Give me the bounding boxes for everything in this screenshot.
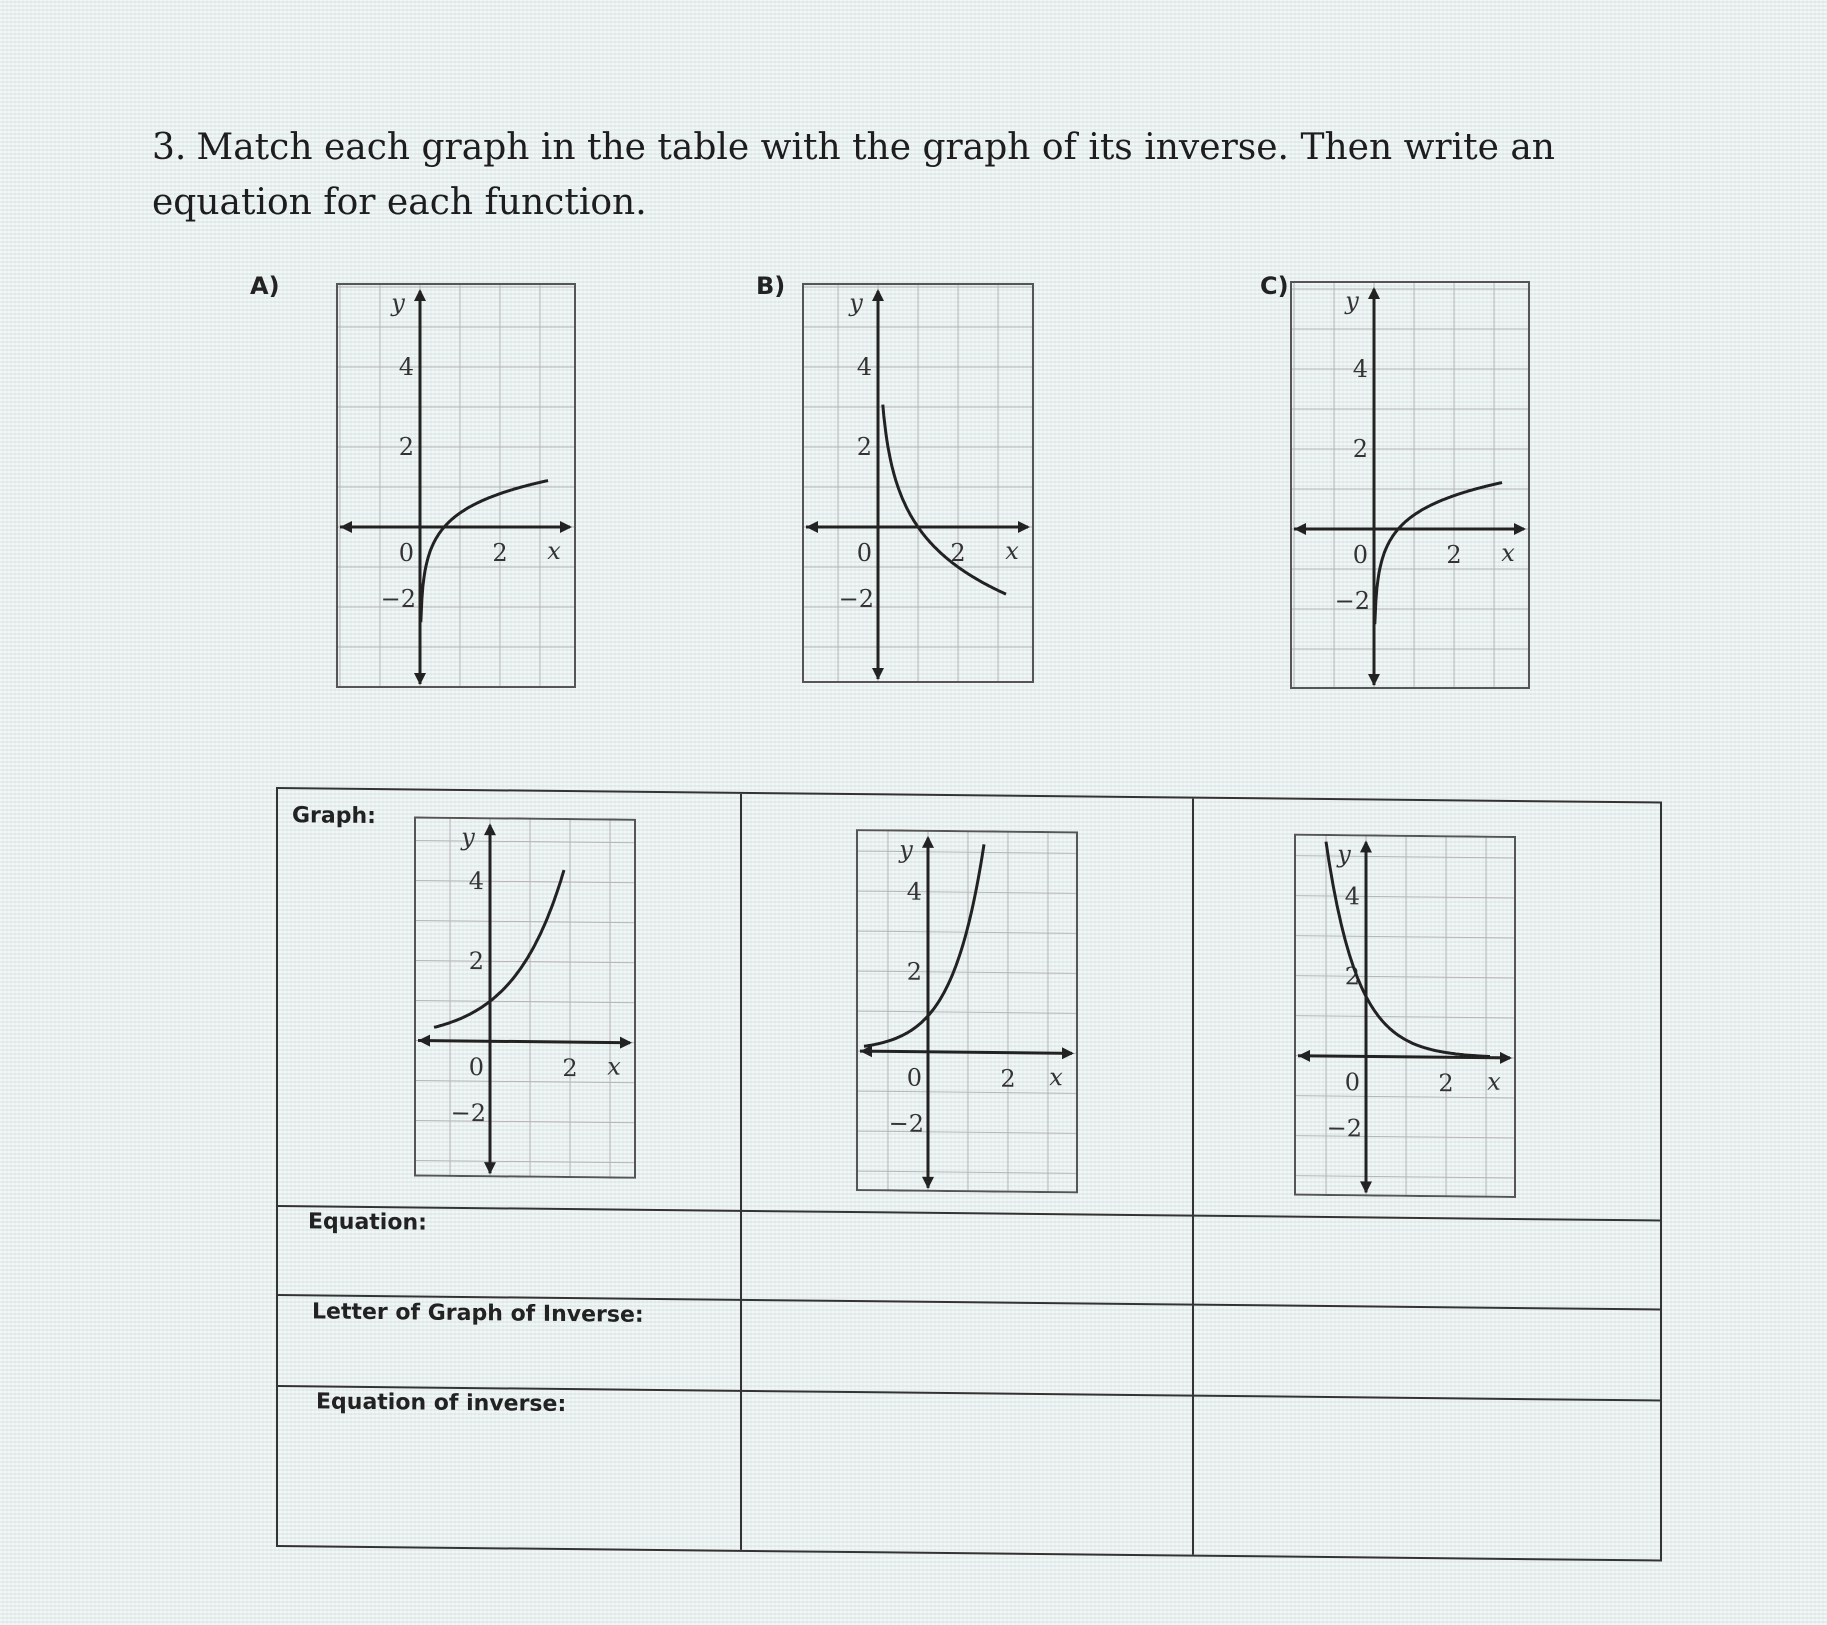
y-axis-arrow-down-icon (872, 668, 884, 680)
letter-cell-0[interactable] (278, 1296, 738, 1389)
option-a-label: A) (250, 272, 280, 300)
y-tick-4: 4 (468, 867, 484, 896)
question-body: Match each graph in the table with the graph of its inverse. Then write an equation for each function. (152, 127, 1555, 223)
x-axis-label: x (1487, 1067, 1501, 1096)
x-tick-2: 2 (1000, 1064, 1016, 1093)
y-tick-neg2: −2 (1326, 1114, 1362, 1143)
x-axis-label: x (1501, 539, 1515, 567)
origin-label: 0 (856, 539, 872, 567)
letter-cell-1[interactable] (742, 1301, 1190, 1394)
graph-frame (337, 284, 575, 687)
option-b-graph (802, 283, 1034, 683)
x-axis-arrow-icon (1062, 1047, 1074, 1059)
x-axis-label: x (547, 537, 561, 565)
x-axis-arrow-left-icon (806, 521, 818, 533)
grid (802, 283, 1034, 683)
y-axis-label: y (391, 289, 405, 317)
function-curve (1326, 842, 1490, 1057)
y-axis-label: y (1337, 840, 1351, 869)
x-tick-2: 2 (950, 539, 966, 567)
x-axis-arrow-icon (620, 1037, 632, 1049)
inverse-equation-cell-1[interactable] (742, 1392, 1190, 1555)
y-tick-4: 4 (906, 877, 922, 906)
y-axis-arrow-icon (872, 289, 884, 301)
y-tick-neg2: −2 (838, 585, 874, 613)
table-graph-1 (414, 816, 636, 1178)
table-graph-2 (856, 829, 1078, 1193)
y-tick-2: 2 (1352, 435, 1368, 463)
y-tick-2: 2 (856, 433, 872, 461)
function-curve (421, 481, 548, 623)
y-tick-2: 2 (398, 433, 414, 461)
y-tick-neg2: −2 (1334, 587, 1370, 615)
origin-label: 0 (1344, 1068, 1360, 1097)
table-graph-3 (1294, 834, 1516, 1198)
y-axis-arrow-down-icon (414, 673, 426, 685)
equation-cell-1[interactable] (742, 1212, 1190, 1303)
function-curve (883, 405, 1006, 594)
x-axis (860, 1051, 1072, 1053)
option-c-label: C) (1260, 272, 1289, 300)
grid (336, 283, 576, 688)
matching-table (276, 787, 1662, 1562)
origin-label: 0 (468, 1053, 484, 1082)
graph-row-label: Graph: (292, 803, 376, 830)
equation-inverse-row-label: Equation of inverse: (316, 1389, 567, 1418)
origin-label: 0 (906, 1063, 922, 1092)
graph-frame (415, 817, 635, 1177)
x-axis-arrow-icon (1514, 523, 1526, 535)
x-axis-arrow-left-icon (1294, 523, 1306, 535)
y-tick-neg2: −2 (888, 1109, 924, 1138)
x-axis-arrow-left-icon (340, 521, 352, 533)
y-tick-2: 2 (468, 947, 484, 976)
equation-cell-0[interactable] (278, 1207, 738, 1298)
y-axis-arrow-icon (922, 836, 934, 848)
x-axis-arrow-left-icon (1298, 1050, 1310, 1062)
y-axis-label: y (849, 289, 863, 317)
x-tick-2: 2 (1438, 1069, 1454, 1098)
grid (856, 829, 1078, 1193)
grid (414, 816, 636, 1178)
y-tick-2: 2 (906, 957, 922, 986)
option-b-label: B) (756, 272, 786, 300)
x-axis-label: x (1049, 1063, 1063, 1092)
function-curve (864, 843, 984, 1047)
option-c-graph (1290, 281, 1530, 689)
y-tick-neg2: −2 (380, 585, 416, 613)
y-axis-arrow-icon (484, 823, 496, 835)
question-text (152, 120, 1652, 230)
x-axis-label: x (1005, 537, 1019, 565)
y-axis-label: y (1345, 287, 1359, 315)
function-curve (434, 869, 564, 1029)
x-axis-arrow-left-icon (418, 1034, 430, 1046)
x-tick-2: 2 (562, 1053, 578, 1083)
y-tick-4: 4 (856, 353, 872, 381)
x-axis-arrow-icon (1500, 1052, 1512, 1064)
x-axis-label: x (607, 1052, 621, 1081)
y-axis-arrow-down-icon (922, 1177, 934, 1189)
y-tick-4: 4 (1344, 882, 1360, 911)
y-tick-4: 4 (398, 353, 414, 381)
y-axis-arrow-down-icon (484, 1162, 496, 1174)
inverse-equation-cell-0[interactable] (278, 1387, 738, 1550)
y-axis-label: y (461, 822, 475, 852)
y-tick-4: 4 (1352, 355, 1368, 383)
y-tick-neg2: −2 (450, 1098, 486, 1128)
x-tick-2: 2 (1446, 541, 1462, 569)
letter-cell-2[interactable] (1194, 1306, 1660, 1399)
question-number: 3. (152, 127, 187, 168)
equation-cell-2[interactable] (1194, 1217, 1660, 1308)
function-curve (1375, 483, 1502, 625)
y-axis-arrow-down-icon (1360, 1181, 1372, 1193)
y-tick-2: 2 (1344, 962, 1360, 991)
y-axis-label: y (899, 835, 913, 864)
x-tick-2: 2 (492, 539, 508, 567)
letter-inverse-row-label: Letter of Graph of Inverse: (312, 1299, 644, 1328)
inverse-equation-cell-2[interactable] (1194, 1397, 1660, 1560)
origin-label: 0 (1352, 541, 1368, 569)
grid (1294, 834, 1516, 1198)
x-axis-arrow-icon (1018, 521, 1030, 533)
y-axis-arrow-icon (1360, 840, 1372, 852)
option-a-graph (336, 283, 576, 688)
y-axis-arrow-icon (414, 289, 426, 301)
x-axis-arrow-icon (560, 521, 572, 533)
origin-label: 0 (398, 539, 414, 567)
equation-row-label: Equation: (308, 1209, 427, 1236)
y-axis-arrow-down-icon (1368, 674, 1380, 686)
